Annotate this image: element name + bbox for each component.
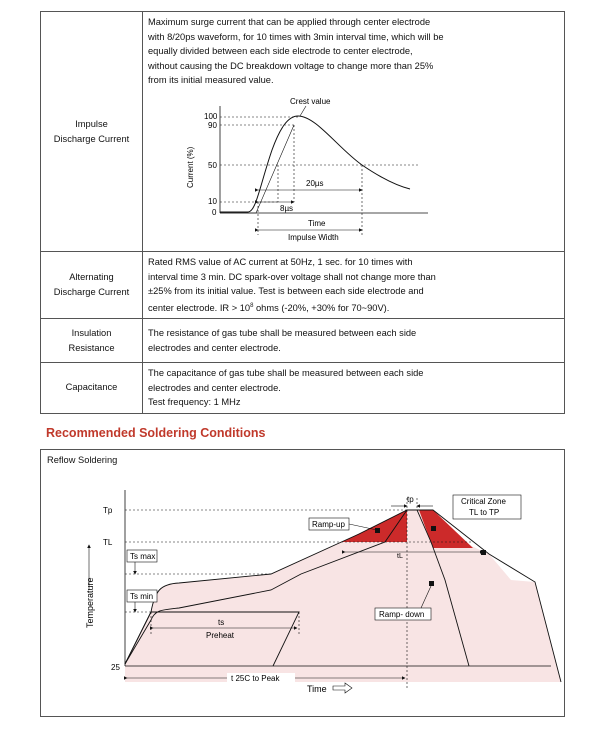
ramp-up-label: Ramp-up xyxy=(312,520,345,529)
row-name-cell xyxy=(41,12,143,252)
table-row xyxy=(41,363,565,414)
crest-label: Crest value xyxy=(290,96,331,106)
desc-line: Rated RMS value of AC current at 50Hz, 1 sec. for 10 times with xyxy=(148,257,413,267)
ramp-down-label: Ramp- down xyxy=(379,610,425,619)
reflow-title: Reflow Soldering xyxy=(47,455,118,465)
y-axis-label: Current (%) xyxy=(186,146,195,188)
desc-line xyxy=(148,299,559,316)
critical-zone-label: Critical Zone xyxy=(461,497,506,506)
critical-zone-marker xyxy=(431,526,436,531)
time-arrow-icon xyxy=(333,683,352,693)
t25-label: t 25C to Peak xyxy=(231,674,280,683)
desc-line: Test frequency: 1 MHz xyxy=(148,397,241,408)
ts-label: ts xyxy=(218,618,225,627)
impulse-width-label: Impulse Width xyxy=(288,232,339,242)
ramp-down-marker xyxy=(429,581,434,586)
ts-max-label: Ts max xyxy=(130,552,156,561)
exponent: 8 xyxy=(250,302,254,309)
row-desc-cell xyxy=(143,363,565,414)
tl-marker xyxy=(481,550,486,555)
desc-line: The resistance of gas tube shall be measured between each side xyxy=(148,328,417,339)
reflow-soldering-panel xyxy=(40,449,565,717)
row-name-line: Discharge Current xyxy=(53,133,130,144)
x-axis-label: Time xyxy=(308,218,326,228)
y-axis-label: Temperature xyxy=(85,577,95,628)
ramp-up-marker xyxy=(375,528,380,533)
spec-table xyxy=(40,11,565,414)
preheat-label: Preheat xyxy=(206,631,235,640)
waveform-curve xyxy=(220,116,410,212)
desc-text: center electrode. IR > 10 xyxy=(148,302,251,313)
origin-label: 25 xyxy=(111,663,120,672)
desc-line: Maximum surge current that can be applied through center electrode xyxy=(148,17,431,27)
desc-line: with 8/20ps waveform, for 10 times with 3min interval time, which will be xyxy=(148,31,444,42)
section-title: Recommended Soldering Conditions xyxy=(46,426,266,440)
label-20us: 20µs xyxy=(306,178,324,188)
tl-label: TL xyxy=(103,538,113,547)
crest-pointer xyxy=(300,106,306,116)
desc-line: electrodes and center electrode. xyxy=(148,342,281,353)
table-row xyxy=(41,252,565,319)
x-axis-label: Time xyxy=(307,684,327,694)
desc-line: ±25% from its initial value. Test is between each side electrode and xyxy=(148,286,424,296)
y-tick-label: 100 xyxy=(204,111,218,121)
row-desc-cell xyxy=(143,252,565,319)
row-name-line: Alternating xyxy=(69,272,114,283)
desc-line: from its initial measured value. xyxy=(148,75,274,85)
row-name-line: Impulse xyxy=(75,118,108,129)
row-name-line: Discharge Current xyxy=(53,287,130,298)
desc-line: without causing the DC breakdown voltage to change more than 25% xyxy=(148,60,434,71)
desc-line: interval time 3 min. DC spark-over voltage shall not change more than xyxy=(148,271,436,282)
row-name-cell xyxy=(41,319,143,363)
y-tick-label: 50 xyxy=(208,160,217,170)
table-row xyxy=(41,12,565,252)
desc-text: ohms (-20%, +30% for 70~90V). xyxy=(253,302,390,313)
row-name-line: Capacitance xyxy=(65,382,118,393)
desc-line: equally divided between each side electrode to center electrode, xyxy=(148,46,413,56)
impulse-waveform-diagram xyxy=(148,90,448,248)
desc-line: The capacitance of gas tube shall be measured between each side xyxy=(148,368,424,379)
tp-short-label: tp xyxy=(407,495,414,504)
row-name-line: Resistance xyxy=(68,342,115,353)
row-name-cell xyxy=(41,363,143,414)
tl-short-label: tL xyxy=(397,553,403,560)
row-name-cell xyxy=(41,252,143,319)
reflow-profile-diagram xyxy=(41,450,564,716)
tp-label: Tp xyxy=(103,506,113,515)
y-tick-label: 90 xyxy=(208,120,217,130)
desc-line: electrodes and center electrode. xyxy=(148,382,281,393)
row-desc-cell xyxy=(143,12,565,252)
ts-min-label: Ts min xyxy=(130,592,154,601)
row-desc-cell xyxy=(143,319,565,363)
y-tick-label: 10 xyxy=(208,196,217,206)
table-row xyxy=(41,319,565,363)
label-8us: 8µs xyxy=(280,203,294,213)
y-tick-label: 0 xyxy=(212,207,217,217)
row-name-line: Insulation xyxy=(71,327,112,338)
critical-zone-sublabel: TL to TP xyxy=(469,508,500,517)
